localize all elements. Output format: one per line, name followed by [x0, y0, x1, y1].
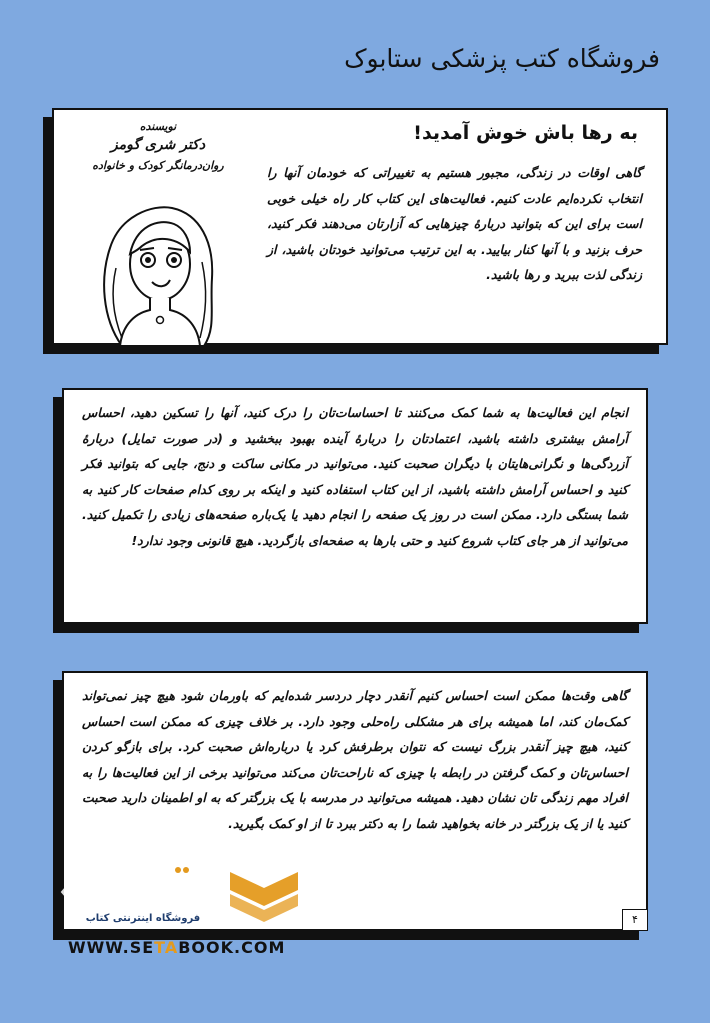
watermark-text: فروشگاه اینترنتی کتاب — [85, 913, 201, 924]
intro-card — [52, 108, 668, 345]
activities-paragraph: انجام این فعالیت‌ها به شما کمک می‌کنند تا احساسات‌تان را درک کنید، آنها را تسکین دهید، احساس آرامش بیشتری داشته باشید، اعتمادتان را درباره‌ٔ آینده بهبود ببخشید و (در صورت تمایل) درباره‌ٔ آزردگی‌ها و نگرانی‌هایتان با دیگران صحبت کنید. می‌توانید در مکانی ساکت و دنج، جایی که بتوانید فکر کنید و احساس آرامش داشته باشید، از این کتاب استفاده کنید و اینکه بر روی کدام صفحات کار کنید به شما بستگی دارد. ممکن است در روز یک صفحه را انجام دهید یا یک‌باره صفحه‌های زیادی را تکمیل کنید. می‌توانید از هر جای کتاب شروع کنید و حتی بارها به صفحه‌ای بازگردید. هیچ قانونی وجود ندارد! — [82, 405, 628, 548]
author-block — [68, 120, 248, 172]
store-title: فروشگاه کتب پزشکی ستابوک — [344, 44, 660, 73]
site-part-2: BOOK.COM — [178, 938, 286, 957]
help-paragraph: گاهی وقت‌ها ممکن است احساس کنیم آنقدر دچار دردسر شده‌ایم که باورمان شود هیچ چیز نمی‌تواند کمک‌مان کند، اما همیشه برای هر مشکلی راه‌حلی وجود دارد. بر خلاف چیزی که ممکن است احساس کنید، هیچ چیز آنقدر بزرگ نیست که نتوان برطرفش کرد یا درباره‌اش صحبت کرد. برای بازگو کردن احساس‌تان و کمک گرفتن در رابطه با چیزی که ناراحت‌تان می‌کند می‌توانید برخی از این فعالیت‌ها را به افراد مهم زندگی تان نشان دهید. همیشه می‌توانید در مدرسه با یک بزرگتر که به او اطمینان دارید صحبت کنید یا از یک بزرگتر در خانه بخواهید شما را به دکتر ببرد تا از او کمک بگیرید. — [82, 688, 628, 831]
welcome-heading: به رها باش خوش آمدید! — [413, 122, 638, 144]
site-part-1: WWW.SE — [68, 938, 155, 957]
site-accent: TA — [154, 938, 179, 957]
intro-paragraph: گاهی اوقات در زندگی، مجبور هستیم به تغییراتی که خودمان آنها را انتخاب نکرده‌ایم عادت کنیم. فعالیت‌های این کتاب کار راه خیلی خوبی است برای این که بتوانید درباره‌ٔ چیزهایی که آزارتان می‌دهند فکر کنید، حرف بزنید و با آنها کنار بیایید. به این ترتیب می‌توانید خودتان باشید، از زندگی لذت ببرید و رها باشید. — [267, 165, 642, 282]
author-title: روان‌درمانگر کودک و خانواده — [92, 159, 224, 172]
website-url[interactable] — [68, 938, 328, 957]
author-role: نویسنده — [139, 120, 177, 133]
author-portrait-illustration — [92, 198, 222, 346]
activities-card — [62, 388, 648, 624]
page-number: ۴ — [622, 909, 648, 931]
author-name: دکتر شری گومز — [110, 137, 206, 153]
